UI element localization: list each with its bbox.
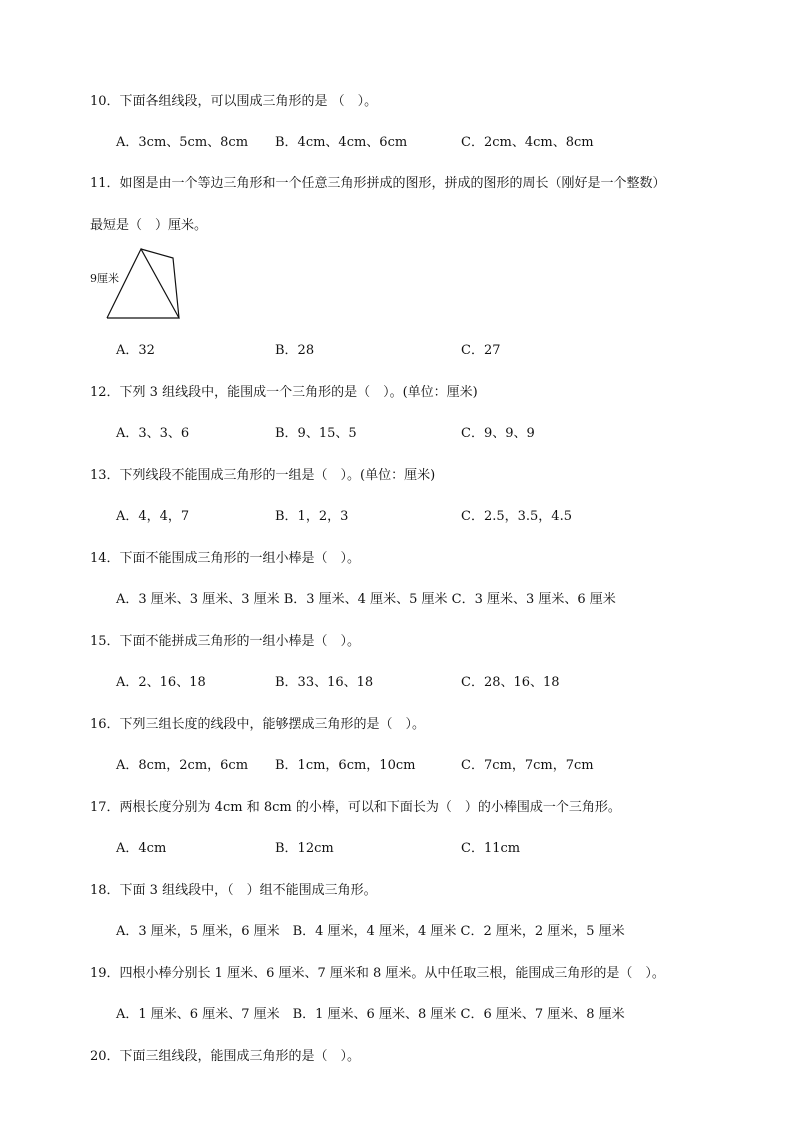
question-number: 14．	[90, 551, 120, 566]
figure-side-label: 9厘米	[90, 272, 119, 285]
option-c[interactable]: C．9、9、9	[461, 426, 535, 441]
option-c[interactable]: C．7cm，7cm，7cm	[461, 758, 594, 773]
option-c[interactable]: C．2.5，3.5，4.5	[461, 509, 572, 524]
question-text: 下面各组线段，可以围成三角形的是 （ ）。	[119, 94, 378, 109]
question-11	[90, 172, 666, 191]
question-number: 20．	[90, 1049, 120, 1064]
question-10	[90, 90, 377, 109]
option-a[interactable]: A．4，4，7	[116, 509, 190, 524]
question-11-continued: 最短是（ ）厘米。	[90, 218, 208, 233]
option-b[interactable]: B．9、15、5	[275, 426, 357, 441]
question-number: 12．	[90, 385, 120, 400]
question-12	[90, 381, 478, 400]
option-b[interactable]: B．12cm	[275, 841, 334, 856]
option-b[interactable]: B．1，2，3	[275, 509, 349, 524]
question-18	[90, 879, 377, 898]
option-a[interactable]: A．4cm	[116, 841, 167, 856]
question-15	[90, 630, 360, 649]
question-number: 10．	[90, 94, 120, 109]
question-17	[90, 796, 621, 815]
question-number: 16．	[90, 717, 120, 732]
option-a[interactable]: A．8cm，2cm，6cm	[116, 758, 249, 773]
question-text: 下列三组长度的线段中，能够摆成三角形的是（ ）。	[119, 717, 426, 732]
question-20	[90, 1045, 360, 1064]
question-number: 13．	[90, 468, 120, 483]
question-number: 11．	[90, 176, 120, 191]
options-18[interactable]: A．3 厘米，5 厘米，6 厘米 B．4 厘米，4 厘米，4 厘米 C．2 厘米，2 厘米，5 厘米	[116, 924, 625, 939]
question-text: 下列线段不能围成三角形的一组是（ ）。(单位：厘米)	[119, 468, 436, 483]
question-13	[90, 464, 435, 483]
option-a[interactable]: A．3、3、6	[116, 426, 190, 441]
option-c[interactable]: C．28、16、18	[461, 675, 560, 690]
question-text: 下面 3 组线段中，（ ）组不能围成三角形。	[119, 883, 377, 898]
question-text: 如图是由一个等边三角形和一个任意三角形拼成的图形，拼成的图形的周长（刚好是一个整数）	[119, 176, 666, 191]
question-text: 下面三组线段，能围成三角形的是（ ）。	[119, 1049, 361, 1064]
question-number: 19．	[90, 966, 120, 981]
question-19	[90, 962, 665, 981]
question-text: 下面不能围成三角形的一组小棒是（ ）。	[119, 551, 361, 566]
question-number: 18．	[90, 883, 120, 898]
option-b[interactable]: B．1cm，6cm，10cm	[275, 758, 416, 773]
question-number: 15．	[90, 634, 120, 649]
option-a[interactable]: A．3cm、5cm、8cm	[116, 135, 249, 150]
option-b[interactable]: B．4cm、4cm、6cm	[275, 135, 408, 150]
options-14[interactable]: A．3 厘米、3 厘米、3 厘米 B．3 厘米、4 厘米、5 厘米 C．3 厘米、3 厘米、6 厘米	[116, 592, 616, 607]
question-text: 四根小棒分别长 1 厘米、6 厘米、7 厘米和 8 厘米。从中任取三根，能围成三角形的是（ ）。	[119, 966, 665, 981]
question-text: 下列 3 组线段中，能围成一个三角形的是（ ）。(单位：厘米)	[119, 385, 478, 400]
option-c[interactable]: C．2cm、4cm、8cm	[461, 135, 594, 150]
option-c[interactable]: C．27	[461, 343, 501, 358]
question-number: 17．	[90, 800, 120, 815]
option-b[interactable]: B．33、16、18	[275, 675, 374, 690]
question-16	[90, 713, 425, 732]
question-text: 两根长度分别为 4cm 和 8cm 的小棒，可以和下面长为（ ）的小棒围成一个三角形。	[119, 800, 621, 815]
options-19[interactable]: A．1 厘米、6 厘米、7 厘米 B．1 厘米、6 厘米、8 厘米 C．6 厘米、7 厘米、8 厘米	[116, 1007, 625, 1022]
option-a[interactable]: A．32	[116, 343, 155, 358]
question-14	[90, 547, 360, 566]
option-b[interactable]: B．28	[275, 343, 315, 358]
option-c[interactable]: C．11cm	[461, 841, 521, 856]
option-a[interactable]: A．2、16、18	[116, 675, 206, 690]
question-text: 下面不能拼成三角形的一组小棒是（ ）。	[119, 634, 361, 649]
